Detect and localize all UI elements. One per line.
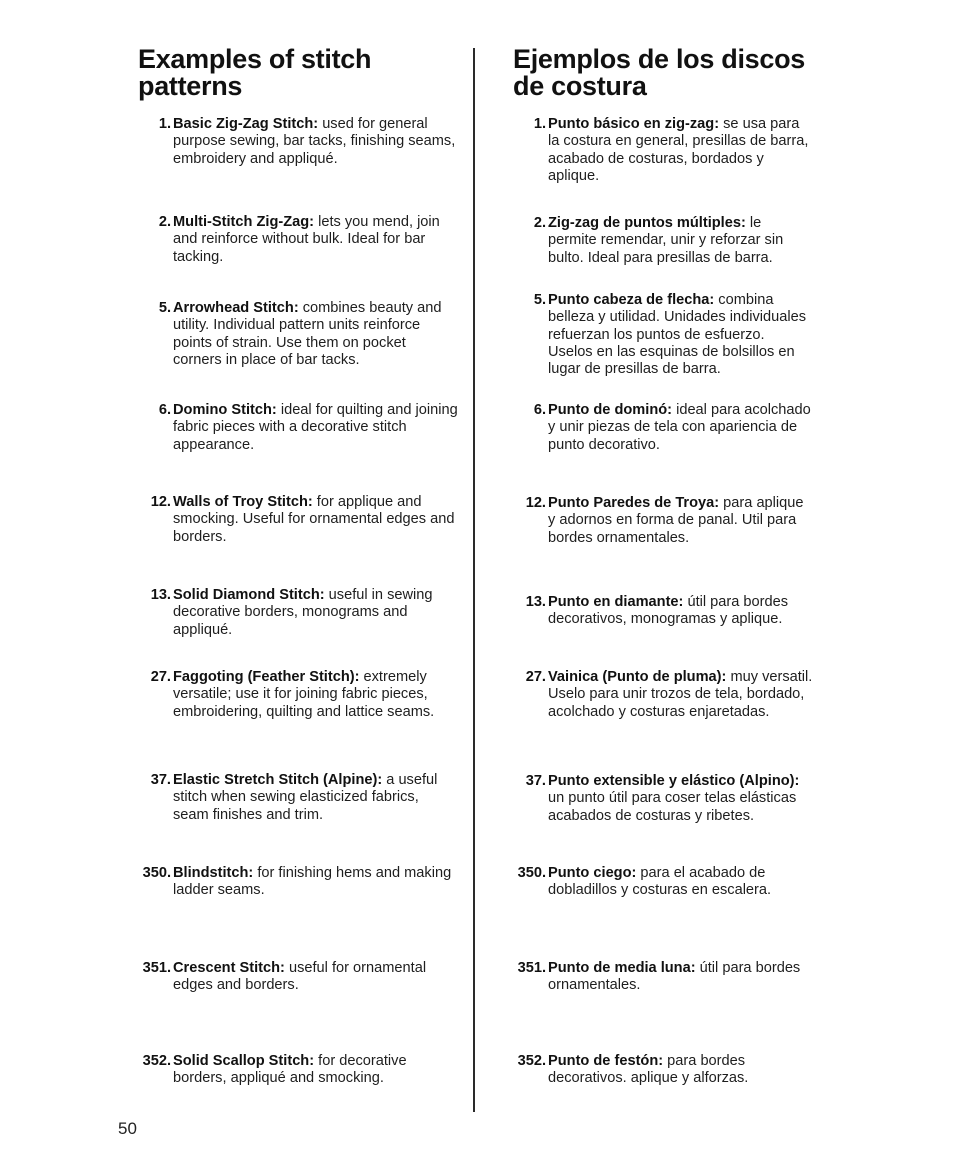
item-number: 2.	[158, 214, 171, 230]
item-term: Elastic Stretch Stitch (Alpine):	[173, 772, 383, 788]
item-number: 2.	[533, 215, 546, 231]
item-term: Basic Zig-Zag Stitch:	[173, 116, 319, 132]
spanish-item-1	[513, 116, 813, 185]
item-description: extremely versatile; use it for joining fabric pieces, embroidering, quilting and lattice seams.	[173, 669, 435, 720]
item-term: Punto básico en zig-zag:	[548, 116, 720, 132]
item-term: Punto extensible y elástico (Alpino):	[548, 773, 800, 789]
item-number: 350.	[517, 865, 546, 881]
item-number: 352.	[142, 1053, 171, 1069]
item-description: used for general purpose sewing, bar tacks, finishing seams, embroidery and appliqué.	[173, 116, 456, 167]
item-term: Punto de festón:	[548, 1053, 664, 1069]
item-description: muy versatil. Uselo para unir trozos de tela, bordado, acolchado y costuras enjaretadas.	[548, 669, 813, 720]
spanish-item-12	[513, 495, 813, 547]
english-item-6	[138, 402, 458, 454]
spanish-item-350	[513, 865, 813, 900]
english-item-352	[138, 1053, 458, 1088]
item-number: 12.	[525, 495, 546, 511]
item-number: 27.	[525, 669, 546, 685]
english-item-27	[138, 669, 458, 721]
item-term: Blindstitch:	[173, 865, 254, 881]
item-term: Crescent Stitch:	[173, 960, 285, 976]
item-number: 351.	[517, 960, 546, 976]
spanish-item-351	[513, 960, 813, 995]
item-description: útil para bordes ornamentales.	[548, 960, 801, 994]
english-item-351	[138, 960, 458, 995]
item-number: 6.	[158, 402, 171, 418]
item-description: a useful stitch when sewing elasticized fabrics, seam finishes and trim.	[173, 772, 438, 823]
item-term: Walls of Troy Stitch:	[173, 494, 313, 510]
item-number: 37.	[525, 773, 546, 789]
item-number: 351.	[142, 960, 171, 976]
item-number: 1.	[158, 116, 171, 132]
english-item-1	[138, 116, 458, 168]
item-description: un punto útil para coser telas elásticas acabados de costuras y ribetes.	[548, 790, 797, 824]
item-number: 5.	[158, 300, 171, 316]
item-term: Zig-zag de puntos múltiples:	[548, 215, 746, 231]
item-term: Punto ciego:	[548, 865, 637, 881]
english-item-350	[138, 865, 458, 900]
item-number: 13.	[525, 594, 546, 610]
item-description: lets you mend, join and reinforce without bulk. Ideal for bar tacking.	[173, 214, 440, 265]
item-description: for finishing hems and making ladder seams.	[173, 865, 452, 899]
spanish-item-6	[513, 402, 813, 454]
spanish-item-2	[513, 215, 813, 267]
item-number: 1.	[533, 116, 546, 132]
spanish-item-37	[513, 773, 813, 825]
item-description: para aplique y adornos en forma de panal. Util para bordes ornamentales.	[548, 495, 804, 546]
english-item-5	[138, 300, 458, 369]
item-description: for decorative borders, appliqué and smocking.	[173, 1053, 407, 1087]
item-description: le permite remendar, unir y reforzar sin bulto. Ideal para presillas de barra.	[548, 215, 784, 266]
spanish-item-27	[513, 669, 813, 721]
item-term: Punto cabeza de flecha:	[548, 292, 715, 308]
item-number: 13.	[150, 587, 171, 603]
item-description: combines beauty and utility. Individual pattern units reinforce points of strain. Use them on pocket corners in place of bar tacks.	[173, 300, 442, 368]
spanish-item-352	[513, 1053, 813, 1088]
item-term: Solid Scallop Stitch:	[173, 1053, 315, 1069]
item-description: useful in sewing decorative borders, monograms and appliqué.	[173, 587, 433, 638]
english-item-12	[138, 494, 458, 546]
item-term: Arrowhead Stitch:	[173, 300, 299, 316]
item-description: ideal for quilting and joining fabric pieces with a decorative stitch appearance.	[173, 402, 458, 453]
english-item-37	[138, 772, 458, 824]
item-description: se usa para la costura en general, presillas de barra, acabado de costuras, bordados y aplique.	[548, 116, 809, 184]
item-term: Punto de dominó:	[548, 402, 673, 418]
item-term: Punto Paredes de Troya:	[548, 495, 720, 511]
item-number: 12.	[150, 494, 171, 510]
item-term: Punto en diamante:	[548, 594, 684, 610]
item-term: Vainica (Punto de pluma):	[548, 669, 727, 685]
item-number: 5.	[533, 292, 546, 308]
item-description: ideal para acolchado y unir piezas de tela con apariencia de punto decorativo.	[548, 402, 811, 453]
english-item-13	[138, 587, 458, 639]
item-description: para el acabado de dobladillos y costuras en escalera.	[548, 865, 772, 899]
spanish-item-5	[513, 292, 813, 378]
item-term: Punto de media luna:	[548, 960, 696, 976]
page-number: 50	[118, 1119, 137, 1138]
spanish-item-13	[513, 594, 813, 629]
item-number: 6.	[533, 402, 546, 418]
item-description: useful for ornamental edges and borders.	[173, 960, 427, 994]
item-number: 37.	[150, 772, 171, 788]
item-term: Faggoting (Feather Stitch):	[173, 669, 360, 685]
item-description: útil para bordes decorativos, monogramas y aplique.	[548, 594, 789, 628]
spanish-heading: Ejemplos de los discos de costura	[513, 44, 805, 101]
item-description: for applique and smocking. Useful for ornamental edges and borders.	[173, 494, 455, 545]
item-term: Domino Stitch:	[173, 402, 277, 418]
item-description: combina belleza y utilidad. Unidades individuales refuerzan los puntos de esfuerzo. Uselos en las esquinas de bolsillos en lugar de presillas de barra.	[548, 292, 806, 378]
item-term: Multi-Stitch Zig-Zag:	[173, 214, 315, 230]
item-term: Solid Diamond Stitch:	[173, 587, 325, 603]
item-number: 27.	[150, 669, 171, 685]
item-description: para bordes decorativos. aplique y alforzas.	[548, 1053, 749, 1087]
item-number: 350.	[142, 865, 171, 881]
item-number: 352.	[517, 1053, 546, 1069]
column-divider	[473, 48, 475, 1112]
english-heading: Examples of stitch patterns	[138, 44, 372, 101]
english-item-2	[138, 214, 458, 266]
